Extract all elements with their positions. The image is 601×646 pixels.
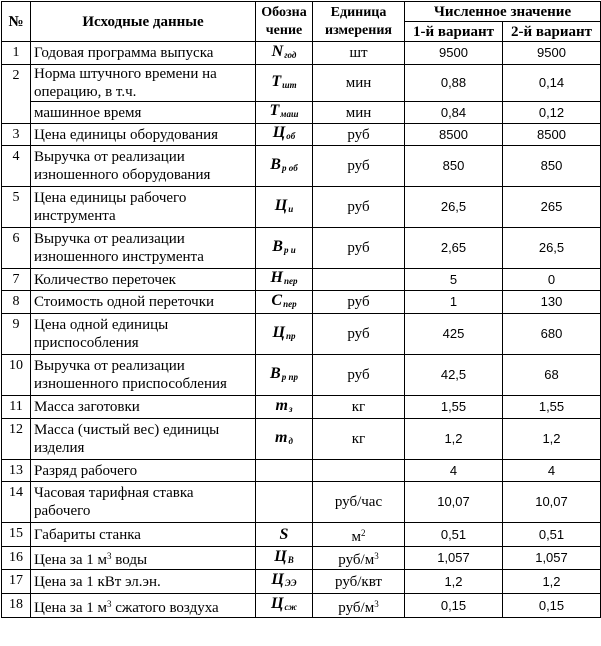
table-row	[2, 146, 601, 187]
row-value-variant-2: 1,2	[503, 419, 601, 460]
row-unit: руб	[313, 146, 405, 187]
row-unit: руб	[313, 314, 405, 355]
row-number: 16	[2, 547, 31, 570]
table-row	[2, 482, 601, 523]
header-data: Исходные данные	[31, 2, 256, 42]
table-row	[2, 570, 601, 594]
row-value-variant-1: 1	[405, 291, 503, 314]
row-value-variant-2: 1,55	[503, 396, 601, 419]
row-symbol: S	[256, 523, 313, 547]
row-value-variant-2: 0,14	[503, 65, 601, 102]
row-number: 15	[2, 523, 31, 547]
row-name: Количество переточек	[31, 269, 256, 291]
row-name: Цена за 1 $м^3$ сжатого воздуха	[31, 594, 256, 618]
row-unit	[313, 460, 405, 482]
header-variant-1: 1-й вариант	[405, 22, 503, 42]
row-unit: руб	[313, 124, 405, 146]
row-symbol: $Ц_{об}$	[256, 124, 313, 146]
table-row	[2, 65, 601, 102]
row-number: 7	[2, 269, 31, 291]
row-unit	[313, 269, 405, 291]
row-name: Габариты станка	[31, 523, 256, 547]
row-unit: кг	[313, 396, 405, 419]
row-value-variant-2: 850	[503, 146, 601, 187]
row-value-variant-1: 0,88	[405, 65, 503, 102]
header-symbol: Обозна чение	[256, 2, 313, 42]
row-value-variant-1: 1,2	[405, 570, 503, 594]
row-number: 10	[2, 355, 31, 396]
row-symbol: $С_{пер}$	[256, 291, 313, 314]
header-value: Численное значение	[405, 2, 601, 22]
row-symbol: $m_д$	[256, 419, 313, 460]
row-value-variant-1: 1,2	[405, 419, 503, 460]
row-value-variant-2: 130	[503, 291, 601, 314]
row-symbol: $В_{р и}$	[256, 228, 313, 269]
table-row	[2, 419, 601, 460]
row-unit: руб	[313, 291, 405, 314]
table-row	[2, 547, 601, 570]
row-number: 3	[2, 124, 31, 146]
table-row	[2, 187, 601, 228]
row-value-variant-1: 0,51	[405, 523, 503, 547]
row-unit: руб/$м^3$	[313, 547, 405, 570]
row-name: Цена одной единицы приспособления	[31, 314, 256, 355]
row-name: машинное время	[31, 102, 256, 124]
row-unit: кг	[313, 419, 405, 460]
row-name: Норма штучного времени на операцию, в т.ч.	[31, 65, 256, 102]
row-number: 4	[2, 146, 31, 187]
row-name: Масса (чистый вес) единицы изделия	[31, 419, 256, 460]
row-symbol: $В_{р пр}$	[256, 355, 313, 396]
row-value-variant-2: 68	[503, 355, 601, 396]
row-name: Выручка от реализации изношенного инструмента	[31, 228, 256, 269]
header-num: №	[2, 2, 31, 42]
row-number: 5	[2, 187, 31, 228]
row-symbol: $Ц_{пр}$	[256, 314, 313, 355]
row-name: Цена за 1 $м^3$ воды	[31, 547, 256, 570]
row-name: Годовая программа выпуска	[31, 42, 256, 65]
row-number: 13	[2, 460, 31, 482]
row-value-variant-1: 8500	[405, 124, 503, 146]
row-symbol: $Ц_В$	[256, 547, 313, 570]
table-row	[2, 42, 601, 65]
row-value-variant-1: 850	[405, 146, 503, 187]
row-value-variant-1: 5	[405, 269, 503, 291]
row-value-variant-2: 0,51	[503, 523, 601, 547]
row-symbol: $В_{р об}$	[256, 146, 313, 187]
row-value-variant-2: 8500	[503, 124, 601, 146]
row-value-variant-1: 0,84	[405, 102, 503, 124]
row-number: 17	[2, 570, 31, 594]
row-number: 8	[2, 291, 31, 314]
row-number: 6	[2, 228, 31, 269]
row-symbol: $N_{год}$	[256, 42, 313, 65]
row-value-variant-1: 9500	[405, 42, 503, 65]
row-unit: $м^2$	[313, 523, 405, 547]
row-value-variant-2: 0,15	[503, 594, 601, 618]
table-row	[2, 460, 601, 482]
row-unit: руб/час	[313, 482, 405, 523]
row-symbol	[256, 460, 313, 482]
row-value-variant-2: 4	[503, 460, 601, 482]
row-name: Цена единицы оборудования	[31, 124, 256, 146]
row-unit: руб/квт	[313, 570, 405, 594]
row-name: Стоимость одной переточки	[31, 291, 256, 314]
row-number: 1	[2, 42, 31, 65]
row-value-variant-2: 680	[503, 314, 601, 355]
row-number: 18	[2, 594, 31, 618]
row-symbol: $Н_{пер}$	[256, 269, 313, 291]
row-value-variant-1: 10,07	[405, 482, 503, 523]
row-unit: мин	[313, 65, 405, 102]
row-unit: шт	[313, 42, 405, 65]
row-value-variant-1: 0,15	[405, 594, 503, 618]
row-unit: руб	[313, 355, 405, 396]
row-name: Цена единицы рабочего инструмента	[31, 187, 256, 228]
row-name: Выручка от реализации изношенного приспособления	[31, 355, 256, 396]
header-unit: Единица измерения	[313, 2, 405, 42]
row-value-variant-1: 42,5	[405, 355, 503, 396]
row-number: 2	[2, 65, 31, 124]
row-symbol: $Ц_и$	[256, 187, 313, 228]
table-row	[2, 228, 601, 269]
row-symbol: $m_з$	[256, 396, 313, 419]
table-row	[2, 291, 601, 314]
row-value-variant-1: 1,057	[405, 547, 503, 570]
table-row	[2, 355, 601, 396]
row-symbol: $T_{шт}$	[256, 65, 313, 102]
row-unit: руб	[313, 187, 405, 228]
row-unit: мин	[313, 102, 405, 124]
row-value-variant-2: 265	[503, 187, 601, 228]
row-name: Часовая тарифная ставка рабочего	[31, 482, 256, 523]
row-number: 9	[2, 314, 31, 355]
source-data-table	[1, 1, 601, 618]
header-variant-2: 2-й вариант	[503, 22, 601, 42]
table-row	[2, 269, 601, 291]
row-value-variant-2: 0,12	[503, 102, 601, 124]
row-value-variant-2: 1,2	[503, 570, 601, 594]
table-row	[2, 314, 601, 355]
row-symbol: $T_{маш}$	[256, 102, 313, 124]
row-symbol: $Ц_{сж}$	[256, 594, 313, 618]
row-name: Разряд рабочего	[31, 460, 256, 482]
row-value-variant-2: 10,07	[503, 482, 601, 523]
table-row	[2, 102, 601, 124]
row-value-variant-1: 2,65	[405, 228, 503, 269]
row-value-variant-2: 0	[503, 269, 601, 291]
row-number: 14	[2, 482, 31, 523]
row-value-variant-2: 26,5	[503, 228, 601, 269]
table-row	[2, 396, 601, 419]
row-unit: руб/$м^3$	[313, 594, 405, 618]
row-symbol: $Ц_{ЭЭ}$	[256, 570, 313, 594]
row-number: 12	[2, 419, 31, 460]
row-value-variant-1: 4	[405, 460, 503, 482]
table-row	[2, 594, 601, 618]
row-symbol	[256, 482, 313, 523]
row-unit: руб	[313, 228, 405, 269]
row-number: 11	[2, 396, 31, 419]
row-value-variant-1: 1,55	[405, 396, 503, 419]
row-value-variant-1: 26,5	[405, 187, 503, 228]
row-value-variant-2: 9500	[503, 42, 601, 65]
row-name: Масса заготовки	[31, 396, 256, 419]
row-name: Выручка от реализации изношенного оборудования	[31, 146, 256, 187]
row-value-variant-2: 1,057	[503, 547, 601, 570]
row-name: Цена за 1 кВт эл.эн.	[31, 570, 256, 594]
table-row	[2, 124, 601, 146]
table-row	[2, 523, 601, 547]
row-value-variant-1: 425	[405, 314, 503, 355]
